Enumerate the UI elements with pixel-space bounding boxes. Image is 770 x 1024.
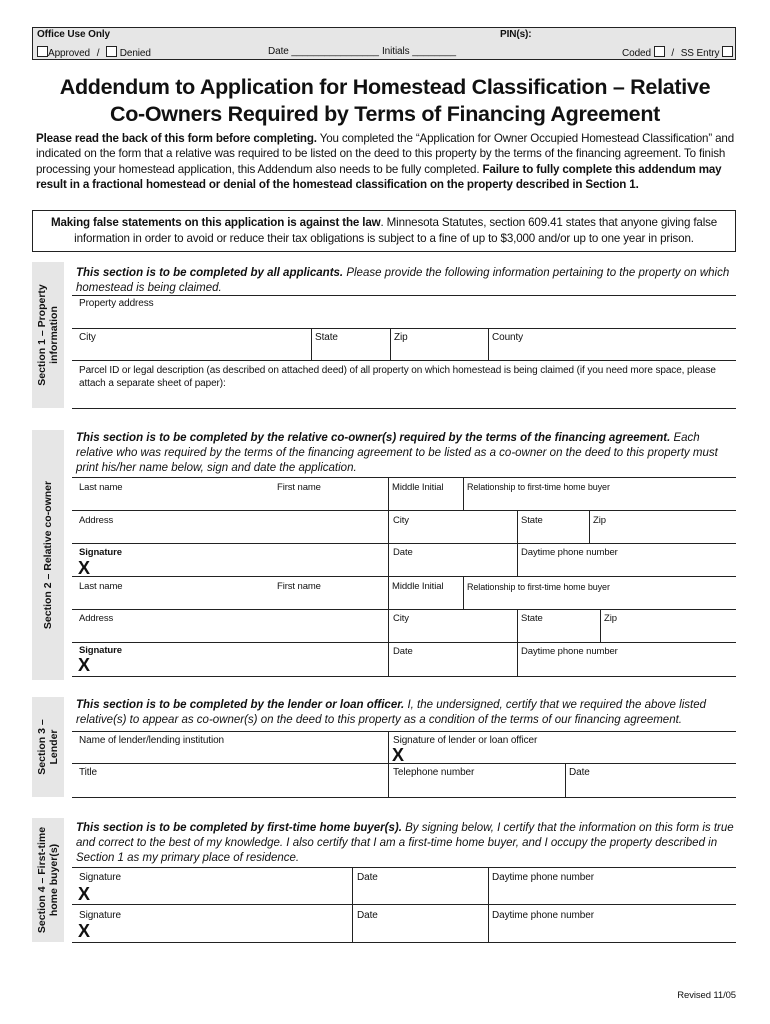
coowner2-relationship[interactable]: Relationship to first-time home buyer xyxy=(467,582,610,592)
coded-checkbox[interactable] xyxy=(654,46,665,57)
ss-entry-checkbox[interactable] xyxy=(722,46,733,57)
coowner1-daytime-phone[interactable]: Daytime phone number xyxy=(521,547,618,558)
lender-title-field[interactable]: Title xyxy=(79,767,98,778)
coded-label: Coded xyxy=(622,48,651,59)
section2-intro-bold: This section is to be completed by the relative co-owner(s) required by the terms of the financing agreement. xyxy=(76,432,671,444)
section4-intro xyxy=(76,821,736,866)
coowner1-city[interactable]: City xyxy=(393,515,409,526)
coowner1-zip[interactable]: Zip xyxy=(593,515,606,526)
section2-divider-6 xyxy=(388,543,389,576)
section2-rule-6 xyxy=(72,642,736,643)
intro-bold-lead: Please read the back of this form before completing. xyxy=(36,132,317,145)
coded-ss-row xyxy=(622,46,733,59)
section1-sidebar-line1: Section 1 – Property xyxy=(36,284,48,386)
intro-paragraph xyxy=(36,131,736,192)
buyer2-daytime-phone[interactable]: Daytime phone number xyxy=(492,910,594,921)
buyer1-date[interactable]: Date xyxy=(357,872,378,883)
section3-sidebar-line1: Section 3 – xyxy=(36,719,48,775)
section1-divider-1 xyxy=(311,328,312,360)
section2-sidebar-label: Section 2 – Relative co-owner xyxy=(42,480,54,630)
section3-rule-1 xyxy=(72,731,736,732)
coowner1-first-name[interactable]: First name xyxy=(277,482,321,493)
buyer1-daytime-phone[interactable]: Daytime phone number xyxy=(492,872,594,883)
city-field[interactable]: City xyxy=(79,332,96,343)
coowner2-daytime-phone[interactable]: Daytime phone number xyxy=(521,646,618,657)
section4-sidebar xyxy=(32,818,64,942)
section2-divider-5 xyxy=(589,510,590,543)
section2-rule-2 xyxy=(72,510,736,511)
section3-sidebar xyxy=(32,697,64,797)
section4-divider-3 xyxy=(352,904,353,942)
section4-divider-1 xyxy=(352,867,353,904)
section2-sidebar xyxy=(32,430,64,680)
section1-sidebar-label xyxy=(36,284,60,386)
zip-field[interactable]: Zip xyxy=(394,332,408,343)
section3-intro-bold: This section is to be completed by the lender or loan officer. xyxy=(76,699,405,711)
lender-date-field[interactable]: Date xyxy=(569,767,590,778)
coowner2-last-name[interactable]: Last name xyxy=(79,581,123,592)
coowner2-address[interactable]: Address xyxy=(79,613,114,624)
buyer2-signature[interactable]: Signature xyxy=(79,910,121,921)
section2-divider-12 xyxy=(600,609,601,642)
warning-text: . Minnesota Statutes, section 609.41 states that anyone giving false information in order to avoid or reduce their tax obligations is subject to a fine of up to $3,000 and/or up to one year in prison. xyxy=(74,216,718,245)
section3-sidebar-line2: Lender xyxy=(48,729,60,765)
buyer1-signature[interactable]: Signature xyxy=(79,872,121,883)
coowner1-relationship[interactable]: Relationship to first-time home buyer xyxy=(467,482,610,492)
section4-intro-bold: This section is to be completed by first-time home buyer(s). xyxy=(76,822,402,834)
slash-separator-2: / xyxy=(671,48,675,59)
section3-sidebar-label xyxy=(36,719,60,774)
section2-divider-9 xyxy=(463,576,464,609)
lender-signature-field[interactable]: Signature of lender or loan officer xyxy=(393,735,538,746)
section3-rule-3 xyxy=(72,797,736,798)
office-date-field[interactable]: Date ________________ xyxy=(268,46,379,57)
state-field[interactable]: State xyxy=(315,332,338,343)
section4-sidebar-label xyxy=(36,827,60,933)
section2-intro-rest: Each relative who was required by the terms of the financing agreement to be listed as a co-owner on the deed to this property must print his/her name below, sign and date the application. xyxy=(76,432,718,474)
intro-body: You completed the “Application for Owner Occupied Homestead Classification” and indicated on the form that a relative was required to be listed on the deed to this property by the terms of the financing agreement. To finish processing your homestead application, this Addendum also needs to be fully completed. xyxy=(36,132,735,176)
section4-rule-1 xyxy=(72,867,736,868)
section3-divider-1 xyxy=(388,731,389,763)
buyer1-signature-x: X xyxy=(78,884,91,904)
property-address-field[interactable]: Property address xyxy=(79,298,154,309)
coowner2-signature-x: X xyxy=(78,655,91,675)
coowner2-first-name[interactable]: First name xyxy=(277,581,321,592)
section1-intro-bold: This section is to be completed by all applicants. xyxy=(76,267,344,279)
coowner1-middle-initial[interactable]: Middle Initial xyxy=(392,482,444,493)
parcel-description-field[interactable]: Parcel ID or legal description (as described on attached deed) of all property on which homestead is being claimed (if you need more space, please attach a separate sheet of paper): xyxy=(79,365,716,389)
coowner2-zip[interactable]: Zip xyxy=(604,613,617,624)
section2-divider-7 xyxy=(517,543,518,576)
section2-divider-1 xyxy=(388,477,389,510)
approved-label: Approved xyxy=(48,48,91,59)
office-use-label: Office Use Only xyxy=(37,29,110,40)
section4-divider-4 xyxy=(488,904,489,942)
section1-sidebar xyxy=(32,262,64,408)
section3-intro-rest: I, the undersigned, certify that we required the above listed relative(s) to appear as co-owner(s) on the deed to this property as a condition of the terms of our financing agreement. xyxy=(76,699,706,726)
lender-telephone-field[interactable]: Telephone number xyxy=(393,767,475,778)
section3-divider-3 xyxy=(565,763,566,797)
section1-divider-3 xyxy=(488,328,489,360)
section4-rule-3 xyxy=(72,942,736,943)
section2-rule-1 xyxy=(72,477,736,478)
section3-intro xyxy=(76,698,736,728)
coowner1-address[interactable]: Address xyxy=(79,515,114,526)
section2-divider-8 xyxy=(388,576,389,609)
coowner1-date[interactable]: Date xyxy=(393,547,413,558)
section3-rule-2 xyxy=(72,763,736,764)
section1-sidebar-line2: information xyxy=(48,306,60,364)
approved-denied-row xyxy=(37,46,151,59)
form-title-line2: Co-Owners Required by Terms of Financing Agreement xyxy=(109,102,661,126)
section2-divider-14 xyxy=(517,642,518,676)
approved-checkbox[interactable] xyxy=(37,46,48,57)
section4-intro-rest: By signing below, I certify that the information on this form is true and correct to the best of my knowledge. I also certify that I am a first-time home buyer, and I occupy the property described in Section 1 as my primary place of residence. xyxy=(76,822,734,864)
revision-note: Revised 11/05 xyxy=(677,990,736,1001)
denied-label: Denied xyxy=(119,48,151,59)
coowner2-city[interactable]: City xyxy=(393,613,409,624)
section2-rule-3 xyxy=(72,543,736,544)
section1-intro-rest: Please provide the following information pertaining to the property on which homestead is being claimed. xyxy=(76,267,730,294)
county-field[interactable]: County xyxy=(492,332,524,343)
warning-box xyxy=(32,210,736,252)
section2-divider-11 xyxy=(517,609,518,642)
section2-divider-2 xyxy=(463,477,464,510)
buyer2-signature-x: X xyxy=(78,921,91,941)
coowner2-state[interactable]: State xyxy=(521,613,543,624)
denied-checkbox[interactable] xyxy=(106,46,117,57)
section2-divider-4 xyxy=(517,510,518,543)
section3-divider-2 xyxy=(388,763,389,797)
section4-sidebar-line2: home buyer(s) xyxy=(48,843,60,917)
section2-divider-13 xyxy=(388,642,389,676)
section4-rule-2 xyxy=(72,904,736,905)
section2-divider-10 xyxy=(388,609,389,642)
form-title xyxy=(20,74,750,128)
warning-bold: Making false statements on this application is against the law xyxy=(50,216,381,229)
section1-rule-2 xyxy=(72,328,736,329)
section2-intro xyxy=(76,431,736,476)
slash-separator: / xyxy=(96,48,100,59)
section4-divider-2 xyxy=(488,867,489,904)
section2-divider-3 xyxy=(388,510,389,543)
form-title-line1: Addendum to Application for Homestead Classification – Relative xyxy=(59,75,711,99)
section4-sidebar-line1: Section 4 – First-time xyxy=(36,826,48,934)
section1-intro xyxy=(76,266,736,296)
office-initials-field[interactable]: Initials ________ xyxy=(382,46,456,57)
coowner1-state[interactable]: State xyxy=(521,515,543,526)
section2-rule-5 xyxy=(72,609,736,610)
section1-divider-2 xyxy=(390,328,391,360)
lender-signature-x: X xyxy=(392,745,405,765)
section2-rule-7 xyxy=(72,676,736,677)
pins-label: PIN(s): xyxy=(500,29,532,40)
section1-rule-4 xyxy=(72,408,736,409)
buyer2-date[interactable]: Date xyxy=(357,910,378,921)
coowner1-signature[interactable]: Signature xyxy=(79,547,122,558)
coowner2-signature[interactable]: Signature xyxy=(79,645,122,656)
lender-name-field[interactable]: Name of lender/lending institution xyxy=(79,735,225,746)
coowner2-middle-initial[interactable]: Middle Initial xyxy=(392,581,444,592)
intro-bold-tail: Failure to fully complete this addendum may result in a fractional homestead or denial of the homestead classification on the property described in Section 1. xyxy=(36,162,722,191)
section1-rule-1 xyxy=(72,295,736,296)
section2-rule-4 xyxy=(72,576,736,577)
coowner1-signature-x: X xyxy=(78,558,91,578)
coowner1-last-name[interactable]: Last name xyxy=(79,482,123,493)
section1-rule-3 xyxy=(72,360,736,361)
coowner2-date[interactable]: Date xyxy=(393,646,413,657)
ss-entry-label: SS Entry xyxy=(680,48,720,59)
